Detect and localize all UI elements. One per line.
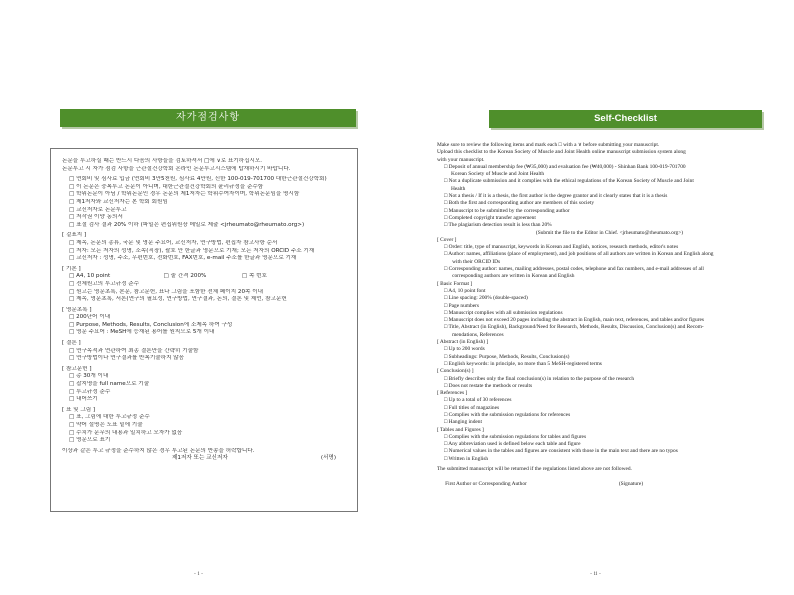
section-heading: [ Cover ] bbox=[437, 236, 457, 243]
checkbox-item[interactable]: □ Up to a total of 30 references bbox=[444, 397, 512, 404]
checkbox-item[interactable]: □ Purpose, Methods, Results, Conclusion에 소제목 하여 구성 bbox=[69, 321, 233, 328]
intro-line: 논문을 투고하실 때는 반드시 다음의 사항들을 검토하셔서 □에 ∨로 표기하십시오. bbox=[62, 158, 263, 164]
checkbox-item[interactable]: □ Order: title, type of manuscript, keywords in Korean and English, notices, research methods, editor's notes bbox=[444, 244, 679, 251]
checkbox-item[interactable]: □ A4, 10 point □ 줄 간격 200% □ 쪽 번호 bbox=[69, 273, 267, 280]
checkbox-item[interactable]: □ Not a thesis / If it is a thesis, the first author is the degree grantor and it clearly states that it is a thesis bbox=[444, 193, 668, 200]
checkbox-item[interactable]: □ Completed copyright transfer agreement bbox=[444, 214, 536, 221]
section-heading: [ References ] bbox=[437, 390, 468, 397]
checkbox-item[interactable]: □ 교신저자로 논문투고 bbox=[69, 206, 127, 213]
checkbox-item[interactable]: □ The plagiarism detection result is less than 20% bbox=[444, 222, 552, 229]
checkbox-item-continued: Korean Society of Muscle and Joint Health bbox=[451, 171, 545, 178]
plagiarism-note: (Submit the file to the Editor in Chief. <jrheumato@rheumato.org>) bbox=[535, 229, 684, 236]
checkbox-item[interactable]: □ Line spacing: 200% (double-spaced) bbox=[444, 295, 528, 302]
intro-line: with your manuscript. bbox=[437, 156, 485, 163]
closing-statement: 이상과 같은 투고 규정을 준수하지 않은 경우 투고된 논문의 반송을 허락합니다. bbox=[62, 447, 255, 454]
section-heading: [ 영문초록 ] bbox=[62, 306, 92, 313]
checkbox-item[interactable]: □ Briefly describes only the final conclusion(s) in relation to the purpose of the research bbox=[444, 375, 635, 382]
checkbox-item[interactable]: □ Written in English bbox=[444, 455, 489, 462]
section-heading: [ 기본 ] bbox=[62, 265, 81, 272]
section-heading: [ Basic Format ] bbox=[437, 280, 473, 287]
checkbox-item[interactable]: □ 이 논문은 중복투고 논문이 아니며, 대한근관절건강학회의 윤리규정을 준수함 bbox=[69, 183, 264, 190]
section-checklists bbox=[62, 229, 350, 444]
checkbox-item[interactable]: □ Corresponding author: names, mailing addresses, postal codes, telephone and fax numbers, and e-mail addresses of all bbox=[444, 266, 704, 273]
checkbox-item[interactable]: □ 잡지명을 full name으로 기술 bbox=[69, 381, 150, 388]
checkbox-item[interactable]: □ Manuscript to be submitted by the corresponding author bbox=[444, 207, 570, 214]
page-title-banner: 자가점검사항 bbox=[60, 109, 356, 127]
checkbox-item[interactable]: □ English keywords: in principle, no more than 5 MeSH-registered terms bbox=[444, 360, 602, 367]
checkbox-item[interactable]: □ Manuscript complies with all submission regulations bbox=[444, 309, 563, 316]
checkbox-item[interactable]: □ 영문 주요어 : MeSH에 등재된 용어를 원칙으로 5개 이내 bbox=[69, 329, 215, 336]
closing-statement: The submitted manuscript will be returned if the regulations listed above are not followed. bbox=[437, 466, 632, 473]
checkbox-item[interactable]: □ Author: names, affiliations (place of employment), and job positions of all authors are written in Korean and English along bbox=[444, 251, 714, 258]
checkbox-item[interactable]: □ Complies with the submission regulations for references bbox=[444, 411, 571, 418]
signature-field: (Signature) bbox=[618, 480, 644, 487]
section-heading: [ Conclusion(s) ] bbox=[437, 368, 474, 375]
checkbox-item[interactable]: □ 제목, 논문의 종류, 국문 및 영문 주요어, 교신저자, 연구방법, 편집자 참고사항 순서 bbox=[69, 239, 278, 246]
checkbox-item[interactable]: □ Numerical values in the tables and figures are consistent with those in the main text and there are no typos bbox=[444, 448, 678, 455]
checkbox-item[interactable]: □ 교신저자 : 성명, 주소, 우편번호, 전화번호, FAX번호, e-mail 주소를 한글과 영문으로 기재 bbox=[69, 255, 297, 262]
checkbox-item[interactable]: □ 연구목적과 연관하여 최종 결론만을 간략히 기술함 bbox=[69, 347, 199, 354]
checkbox-item[interactable]: □ 내어쓰기 bbox=[69, 396, 98, 403]
general-checklist bbox=[437, 164, 782, 230]
checkbox-item[interactable]: □ Title, Abstract (in English), Background/Need for Research, Methods, Results, Discussion, Conclusion(s) and Recom- bbox=[444, 324, 704, 331]
checkbox-item[interactable]: □ 제목, 영문초록, 서론(연구의 필요성, 연구방법, 연구결과, 논의, 결론 및 제언, 참고문헌 bbox=[69, 296, 287, 303]
page-english bbox=[397, 0, 794, 595]
signature-label: 제1저자 또는 교신저자 bbox=[172, 455, 228, 462]
checkbox-item[interactable]: corresponding authors are written in Korean and English bbox=[444, 273, 575, 280]
checkbox-item[interactable]: □ A4, 10 point font bbox=[444, 287, 486, 294]
intro-line: Upload this checklist to the Korean Society of Muscle and Joint Health online manuscript submission system along bbox=[437, 149, 686, 156]
checkbox-item[interactable]: □ Deposit of annual membership fee (₩35,000) and evaluation fee (₩40,000) - Shinhan Bank 100-019-701700 bbox=[444, 163, 686, 170]
general-checklist bbox=[62, 176, 350, 229]
checkbox-item[interactable]: □ 원고는 영문초록, 본문, 참고문헌, 표나 그림을 포함한 전체 페이지 20쪽 이내 bbox=[69, 288, 264, 295]
checkbox-item[interactable]: □ Page numbers bbox=[444, 302, 479, 309]
section-heading: [ 결론 ] bbox=[62, 340, 81, 347]
checkbox-item[interactable]: □ 제1저자와 교신저자는 본 학회 회원임 bbox=[69, 198, 168, 205]
checkbox-item[interactable]: □ 약어 설명은 도표 밑에 기술 bbox=[69, 422, 143, 428]
page-title-banner: Self-Checklist bbox=[489, 110, 762, 128]
section-heading: [ 표 및 그림 ] bbox=[62, 406, 96, 413]
checkbox-item[interactable]: □ 200단어 이내 bbox=[69, 314, 111, 321]
checkbox-item[interactable]: □ 저작권 이양 동의서 bbox=[69, 214, 123, 221]
checkbox-item[interactable]: □ 표절 검사 결과 20% 이하 (파일은 편집위원장 메일로 제출 <jrheumato@rheumato.org>) bbox=[69, 221, 305, 228]
section-heading: [ 참고문헌 ] bbox=[62, 365, 92, 372]
checkbox-item-continued: Health bbox=[451, 185, 466, 192]
checkbox-item[interactable]: □ 저자: 모든 저자의 성명, 소속(직장), 괄호 안 한글과 영문으로 기재; 모든 저자의 ORCID 주소 기재 bbox=[69, 247, 315, 254]
checkbox-item[interactable]: □ Hanging indent bbox=[444, 419, 482, 426]
section-heading: [ 겉표지 ] bbox=[62, 232, 87, 239]
section-checklists bbox=[437, 237, 782, 463]
checkbox-item[interactable]: with their ORCID IDs bbox=[444, 258, 501, 265]
checkbox-item[interactable]: □ Both the first and corresponding author are members of this society bbox=[444, 200, 595, 207]
signature-field: (서명) bbox=[320, 455, 336, 462]
checkbox-item[interactable]: □ 표, 그림에 대한 투고규정 준수 bbox=[69, 414, 150, 421]
checkbox-item[interactable]: □ 연회비 및 심사료 입금 (연회비 3만5천원, 심사료 4만원, 신한 100-019-701700 대한근관절건강학회) bbox=[69, 176, 327, 183]
checkbox-item[interactable]: □ Manuscript does not exceed 20 pages including the abstract in English, main text, references, and tables and/or figures bbox=[444, 317, 704, 324]
checkbox-item[interactable]: □ 총 30개 이내 bbox=[69, 373, 109, 380]
page-number: - i - bbox=[194, 571, 203, 577]
intro-line: Make sure to review the following items and mark each □ with a ∨ before submitting your manuscript. bbox=[437, 142, 660, 148]
signature-label: First Author or Corresponding Author bbox=[445, 480, 527, 487]
checkbox-item[interactable]: □ 연구방법이나 연구결과를 반복기술하지 않음 bbox=[69, 355, 185, 362]
checkbox-item[interactable]: □ 영문으로 표기 bbox=[69, 437, 111, 444]
checkbox-item[interactable]: □ Any abbreviation used is defined below each table and figure bbox=[444, 441, 581, 448]
checkbox-item[interactable]: □ Subheadings: Purpose, Methods, Results, Conclusion(s) bbox=[444, 353, 570, 360]
checkbox-item[interactable]: □ Full titles of magazines bbox=[444, 404, 500, 411]
intro-line: 논문투고 시 자가 점검 사항을 근관절건강학회 온라인 논문투고시스템에 탑재하시기 바랍니다. bbox=[62, 165, 291, 172]
checkbox-item[interactable]: □ 전체원고의 투고규정 준수 bbox=[69, 280, 140, 287]
page-number: - ii - bbox=[590, 571, 601, 577]
checkbox-item[interactable]: □ Complies with the submission regulations for tables and figures bbox=[444, 433, 587, 440]
section-heading: [ Abstract (in English) ] bbox=[437, 339, 489, 346]
checkbox-item[interactable]: □ 수치가 문무의 내용과 일치하고 오자가 없음 bbox=[69, 429, 183, 436]
checkbox-item[interactable]: □ Up to 200 words bbox=[444, 346, 485, 353]
checkbox-item[interactable]: □ 학위논문이 아님 / 학위논문인 경우 논문의 제1저자는 학위수여자이며, 학위논문임을 명시함 bbox=[69, 191, 300, 198]
checkbox-item[interactable]: □ Does not restate the methods or results bbox=[444, 382, 533, 389]
checkbox-item[interactable]: □ 투고규정 준수 bbox=[69, 388, 111, 395]
checkbox-item[interactable]: mendations, References bbox=[444, 331, 504, 338]
checkbox-item[interactable]: □ Not a duplicate submission and it complies with the ethical regulations of the Korean Society of Muscle and Joint bbox=[444, 178, 694, 185]
section-heading: [ Tables and Figures ] bbox=[437, 426, 484, 433]
checklist-body-english bbox=[437, 142, 782, 495]
checklist-body-korean bbox=[62, 158, 350, 463]
